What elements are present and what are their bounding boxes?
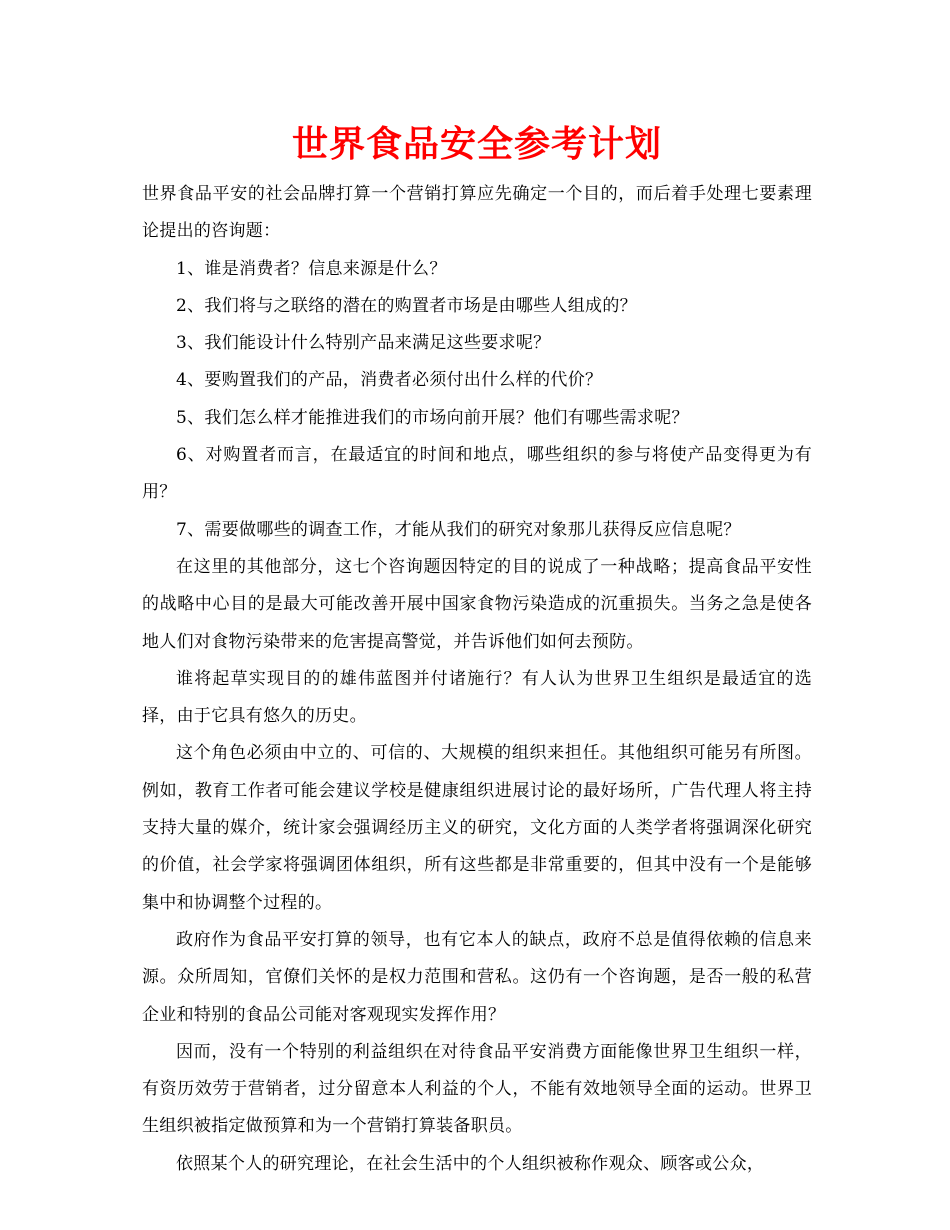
- paragraph-intro: 世界食品平安的社会品牌打算一个营销打算应先确定一个目的，而后着手处理七要素理论提出的咨询题：: [142, 184, 812, 242]
- paragraph-strategy: 在这里的其他部分，这七个咨询题因特定的目的说成了一种战略；提高食品平安性的战略中心目的是最大可能改善开展中国家食物污染造成的沉重损失。当务之急是使各地人们对食物污染带来的危害提高警觉，并告诉他们如何去预防。: [142, 556, 812, 652]
- list-item-3: 3、我们能设计什么特别产品来满足这些要求呢？: [176, 333, 551, 354]
- paragraph-who: 谁将起草实现目的的雄伟蓝图并付诸施行？有人认为世界卫生组织是最适宜的选择，由于它具有悠久的历史。: [142, 668, 812, 727]
- paragraph-government: 政府作为食品平安打算的领导，也有它本人的缺点，政府不总是值得依赖的信息来源。众所周知，官僚们关怀的是权力范围和营私。这仍有一个咨询题，是否一般的私营企业和特别的食品公司能对客观现实发挥作用？: [142, 929, 812, 1025]
- list-item-7: 7、需要做哪些的调查工作，才能从我们的研究对象那儿获得反应信息呢？: [176, 519, 741, 540]
- paragraph-conclusion: 因而，没有一个特别的利益组织在对待食品平安消费方面能像世界卫生组织一样，有资历效劳于营销者，过分留意本人利益的个人，不能有效地领导全面的运动。世界卫生组织被指定做预算和为一个营销打算装备职员。: [142, 1041, 812, 1137]
- document-title: 世界食品安全参考计划: [291, 124, 662, 165]
- list-item-2: 2、我们将与之联络的潜在的购置者市场是由哪些人组成的？: [176, 295, 637, 316]
- list-item-5: 5、我们怎么样才能推进我们的市场向前开展？他们有哪些需求呢？: [176, 407, 689, 428]
- list-item-6: 6、对购置者而言，在最适宜的时间和地点，哪些组织的参与将使产品变得更为有用？: [142, 445, 812, 503]
- list-item-1: 1、谁是消费者？信息来源是什么？: [176, 258, 447, 279]
- document-body: [142, 176, 812, 1183]
- paragraph-theory: 依照某个人的研究理论，在社会生活中的个人组织被称作观众、顾客或公众，: [176, 1153, 765, 1174]
- list-item-4: 4、要购置我们的产品，消费者必须付出什么样的代价？: [176, 370, 603, 391]
- paragraph-role: 这个角色必须由中立的、可信的、大规模的组织来担任。其他组织可能另有所图。例如，教育工作者可能会建议学校是健康组织进展讨论的最好场所，广告代理人将主持支持大量的媒介，统计家会强调经历主义的研究，文化方面的人类学者将强调深化研究的价值，社会学家将强调团体组织，所有这些都是非常重要的，但其中没有一个是能够集中和协调整个过程的。: [142, 743, 812, 913]
